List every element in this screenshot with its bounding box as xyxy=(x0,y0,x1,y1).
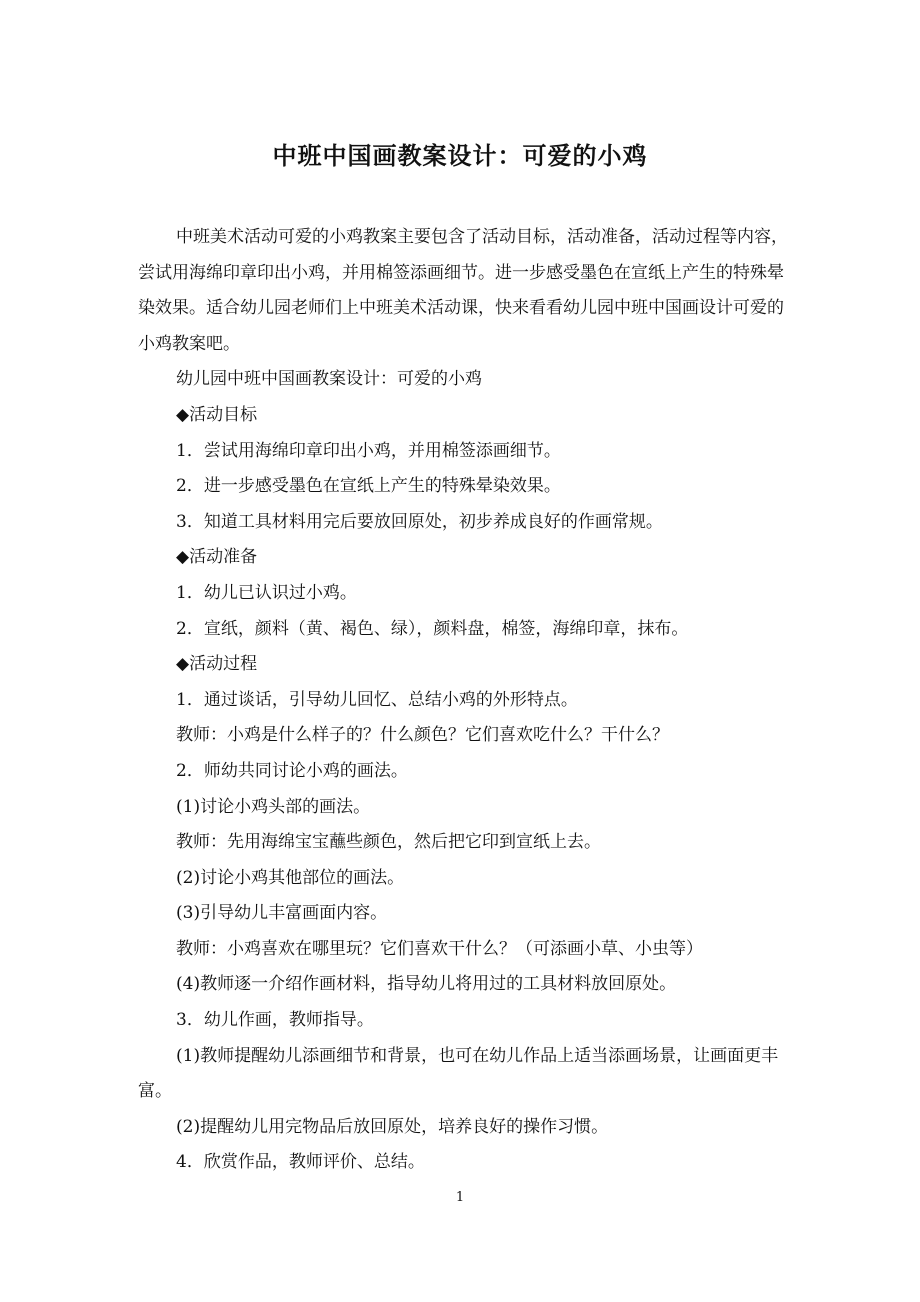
prep-item-1: 1．幼儿已认识过小鸡。 xyxy=(176,582,357,603)
intro-paragraph: 中班美术活动可爱的小鸡教案主要包含了活动目标，活动准备，活动过程等内容，尝试用海绵印章印出小鸡，并用棉签添画细节。进一步感受墨色在宣纸上产生的特殊晕染效果。适合幼儿园老师们上中班美术活动课，快来看看幼儿园中班中国画设计可爱的小鸡教案吧。 xyxy=(138,227,788,354)
substep-2-1: (1)讨论小鸡头部的画法。 xyxy=(176,796,371,817)
page-number: 1 xyxy=(455,1190,465,1205)
teacher-line-3: 教师：小鸡喜欢在哪里玩？它们喜欢干什么？（可添画小草、小虫等） xyxy=(176,938,703,959)
prep-item-2: 2．宣纸，颜料（黄、褐色、绿），颜料盘，棉签，海绵印章，抹布。 xyxy=(176,618,689,639)
substep-3-2: (2)提醒幼儿用完物品后放回原处，培养良好的操作习惯。 xyxy=(176,1116,609,1137)
process-step-2: 2．师幼共同讨论小鸡的画法。 xyxy=(176,760,408,781)
document-title: 中班中国画教案设计：可爱的小鸡 xyxy=(272,141,648,170)
goal-item-3: 3．知道工具材料用完后要放回原处，初步养成良好的作画常规。 xyxy=(176,511,663,532)
process-step-1: 1．通过谈话，引导幼儿回忆、总结小鸡的外形特点。 xyxy=(176,689,578,710)
substep-2-2: (2)讨论小鸡其他部位的画法。 xyxy=(176,867,405,888)
document-body xyxy=(138,220,792,1181)
teacher-line-2: 教师：先用海绵宝宝蘸些颜色，然后把它印到宣纸上去。 xyxy=(176,832,601,853)
substep-2-3: (3)引导幼儿丰富画面内容。 xyxy=(176,903,388,924)
process-step-4: 4．欣赏作品，教师评价、总结。 xyxy=(176,1152,425,1173)
substep-3-1: (1)教师提醒幼儿添画细节和背景，也可在幼儿作品上适当添画场景，让画面更丰富。 xyxy=(138,1045,779,1102)
section-heading-preparation: ◆活动准备 xyxy=(176,547,258,568)
section-heading-process: ◆活动过程 xyxy=(176,654,258,675)
goal-item-2: 2．进一步感受墨色在宣纸上产生的特殊晕染效果。 xyxy=(176,476,561,497)
teacher-line-1: 教师：小鸡是什么样子的？什么颜色？它们喜欢吃什么？干什么？ xyxy=(176,725,669,746)
goal-item-1: 1．尝试用海绵印章印出小鸡，并用棉签添画细节。 xyxy=(176,440,561,461)
section-heading-goals: ◆活动目标 xyxy=(176,404,258,425)
subtitle-line: 幼儿园中班中国画教案设计：可爱的小鸡 xyxy=(176,369,482,390)
process-step-3: 3．幼儿作画，教师指导。 xyxy=(176,1010,374,1031)
substep-2-4: (4)教师逐一介绍作画材料，指导幼儿将用过的工具材料放回原处。 xyxy=(176,974,677,995)
